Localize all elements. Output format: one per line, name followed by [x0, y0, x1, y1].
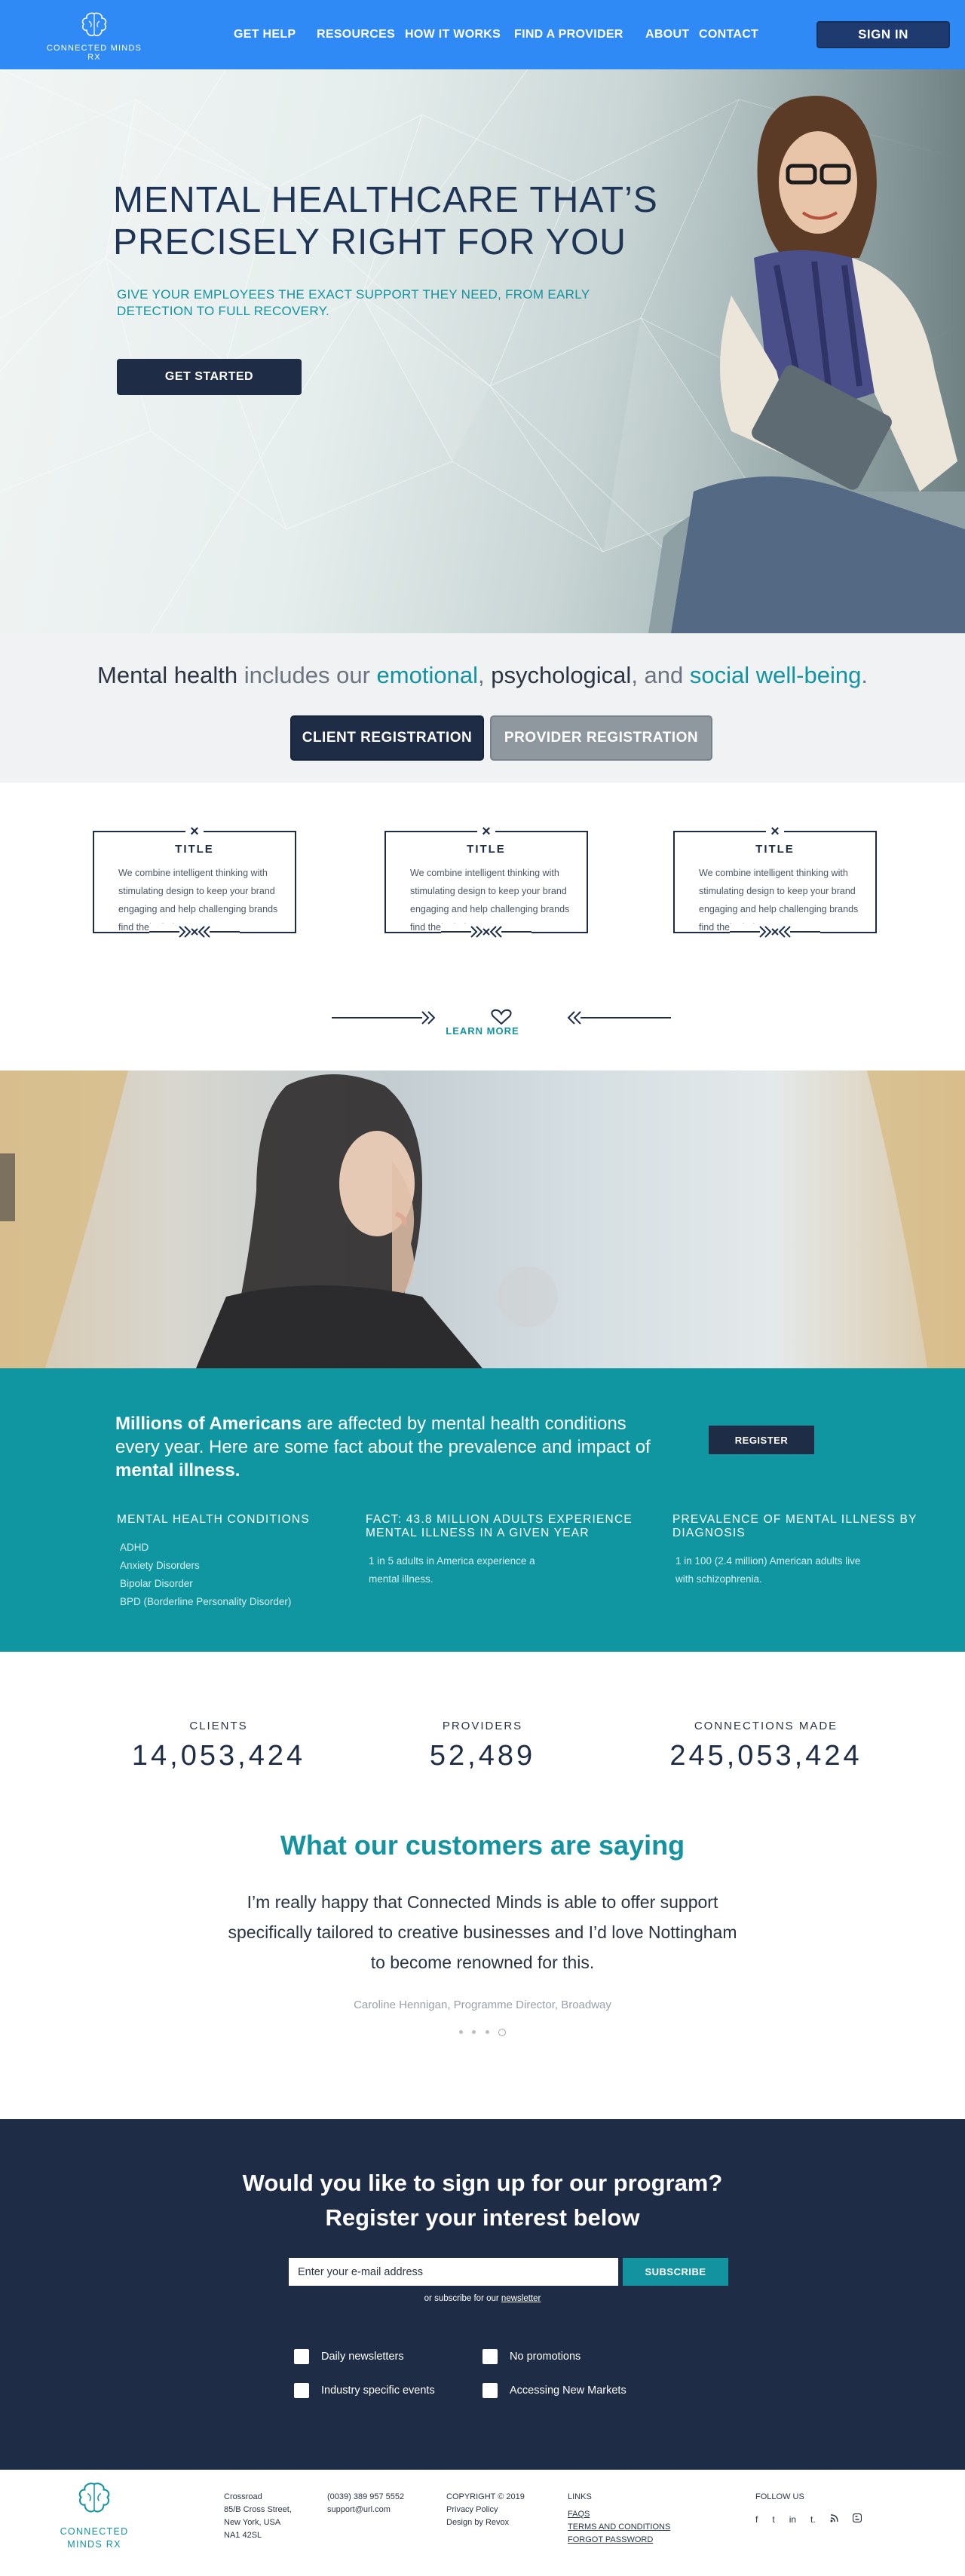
tagline-part: Mental health — [97, 662, 238, 688]
top-navigation — [0, 0, 965, 69]
condition-item: Anxiety Disorders — [120, 1560, 200, 1571]
tagline-part: includes our — [237, 662, 377, 688]
footer-logo[interactable] — [41, 2480, 147, 2551]
hero-title — [113, 179, 686, 264]
facts-column-title: PREVALENCE OF MENTAL ILLNESS BY DIAGNOSIS — [672, 1513, 918, 1539]
chevron-ornament-icon — [730, 924, 820, 940]
subscribe-button[interactable]: SUBSCRIBE — [623, 2258, 728, 2286]
condition-item: ADHD — [120, 1542, 149, 1553]
counter-providers — [362, 1720, 603, 1772]
fact-line: mental illness. — [369, 1573, 433, 1585]
checkbox-label: Accessing New Markets — [510, 2385, 626, 2397]
checkbox[interactable] — [482, 2349, 498, 2364]
nav-contact[interactable]: CONTACT — [699, 28, 759, 41]
facts-headline-text: are affected by mental health conditions every year. Here are some fact about the prevalence and impact of — [115, 1414, 651, 1457]
signup-title-line-1: Would you like to sign up for our program? — [242, 2170, 723, 2196]
hero-section — [0, 69, 965, 633]
hero-title-line-1: MENTAL HEALTHCARE THAT’S — [113, 180, 658, 220]
testimonial-quote: I’m really happy that Connected Minds is able to offer support specifically tailored to creative businesses and I’d love Nottingham to become renowned for this. — [228, 1892, 737, 1972]
footer-link-terms[interactable]: TERMS AND CONDITIONS — [568, 2522, 671, 2532]
newsletter-note-text: or subscribe for our — [424, 2294, 501, 2303]
brain-logo-icon — [75, 2480, 113, 2518]
hero-subtitle: GIVE YOUR EMPLOYEES THE EXACT SUPPORT THEY NEED, FROM EARLY DETECTION TO FULL RECOVERY. — [117, 287, 590, 318]
footer-contact — [327, 2491, 404, 2516]
nav-about[interactable]: ABOUT — [645, 28, 690, 41]
brand-logo[interactable] — [41, 11, 147, 62]
x-ornament-icon: × — [185, 823, 204, 841]
signup-section — [0, 2119, 965, 2470]
sign-in-button[interactable]: SIGN IN — [816, 21, 950, 48]
checkbox-label: No promotions — [510, 2351, 581, 2363]
newsletter-note — [0, 2294, 965, 2303]
learn-more-link[interactable]: LEARN MORE — [446, 1025, 519, 1037]
facts-column-adults — [366, 1513, 652, 1588]
woman-on-phone-image — [0, 1071, 965, 1368]
brand-name: CONNECTED MINDS RX — [46, 44, 142, 62]
address-line: New York, USA — [224, 2518, 281, 2527]
rss-icon[interactable] — [830, 2513, 838, 2526]
address-line: 85/B Cross Street, — [224, 2505, 292, 2514]
nav-get-help[interactable]: GET HELP — [234, 28, 296, 41]
facts-headline-bold: Millions of Americans — [115, 1414, 302, 1434]
checkbox[interactable] — [294, 2383, 309, 2398]
carousel-dot[interactable] — [486, 2030, 489, 2034]
testimonial-author: Caroline Hennigan, Programme Director, Broadway — [354, 1999, 611, 2011]
social-icons — [755, 2513, 862, 2526]
footer-links — [568, 2491, 670, 2547]
condition-item: BPD (Borderline Personality Disorder) — [120, 1596, 292, 1607]
footer-follow-title: FOLLOW US — [755, 2492, 804, 2501]
facts-column-conditions — [117, 1513, 343, 1611]
address-line: Crossroad — [224, 2492, 262, 2501]
nav-how-it-works[interactable]: HOW IT WORKS — [405, 28, 501, 41]
tagline-part: , and — [631, 662, 690, 688]
mental-health-facts-section — [0, 1368, 965, 1652]
carousel-dot-active[interactable] — [498, 2029, 506, 2036]
tagline-part: , — [477, 662, 492, 688]
features-section — [0, 783, 965, 1071]
footer-link-faqs[interactable]: FAQS — [568, 2510, 590, 2519]
footer-link-forgot-password[interactable]: FORGOT PASSWORD — [568, 2535, 654, 2544]
mental-health-tagline — [0, 662, 965, 689]
checkbox-no-promotions[interactable] — [482, 2349, 581, 2364]
fact-line: 1 in 100 (2.4 million) American adults live — [676, 1555, 861, 1567]
footer-phone[interactable]: (0039) 389 957 5552 — [327, 2492, 405, 2501]
nav-resources[interactable]: RESOURCES — [317, 28, 396, 41]
footer-links-title: LINKS — [568, 2492, 592, 2501]
feature-card — [673, 823, 877, 933]
hero-woman-with-tablet-image — [603, 69, 965, 633]
feature-title: TITLE — [175, 843, 214, 856]
footer-brand-name: CONNECTED MINDS RX — [60, 2526, 129, 2550]
footer-address — [224, 2491, 292, 2542]
newsletter-link[interactable]: newsletter — [501, 2294, 541, 2303]
counter-value: 14,053,424 — [131, 1740, 306, 1772]
tagline-emotional: emotional — [376, 662, 478, 688]
brain-logo-icon — [79, 11, 109, 41]
linkedin-icon[interactable]: in — [789, 2514, 797, 2525]
facts-headline — [115, 1412, 673, 1482]
signup-title-line-2: Register your interest below — [325, 2204, 640, 2231]
twitter-icon[interactable]: t — [772, 2514, 775, 2525]
address-line: NA1 42SL — [224, 2531, 262, 2540]
counter-label: CLIENTS — [189, 1720, 248, 1732]
facts-headline-bold: mental illness. — [115, 1460, 240, 1481]
x-ornament-icon: × — [766, 823, 784, 841]
nav-find-a-provider[interactable]: FIND A PROVIDER — [514, 28, 623, 41]
heart-icon — [492, 1010, 510, 1024]
testimonial-section — [0, 1818, 965, 2119]
checkbox-industry-events[interactable] — [294, 2383, 435, 2398]
blogger-icon[interactable] — [853, 2513, 862, 2526]
feature-card — [93, 823, 296, 933]
feature-card — [384, 823, 588, 933]
facts-column-prevalence — [672, 1513, 936, 1588]
fact-line: 1 in 5 adults in America experience a — [369, 1555, 535, 1567]
counter-value: 245,053,424 — [669, 1740, 862, 1772]
condition-item: Bipolar Disorder — [120, 1578, 193, 1589]
feature-text: We combine intelligent thinking with stimulating design to keep your brand engaging and help challenging brands find their clarity. — [699, 868, 859, 933]
checkbox-new-markets[interactable] — [482, 2383, 626, 2398]
checkbox-label: Industry specific events — [321, 2385, 435, 2397]
checkbox-label: Daily newsletters — [321, 2351, 404, 2363]
checkbox-daily-newsletters[interactable] — [294, 2349, 404, 2364]
counter-label: CONNECTIONS MADE — [694, 1720, 838, 1732]
carousel-dot[interactable] — [472, 2030, 476, 2034]
tagline-social: social well-being — [689, 662, 862, 688]
tagline-psychological: psychological — [491, 662, 632, 688]
checkbox[interactable] — [294, 2349, 309, 2364]
footer-legal — [446, 2491, 525, 2529]
feature-text: We combine intelligent thinking with stimulating design to keep your brand engaging and help challenging brands find their clarity. — [410, 868, 570, 933]
tumblr-icon[interactable]: t. — [810, 2514, 816, 2525]
feature-title: TITLE — [467, 843, 506, 856]
counter-connections — [645, 1720, 887, 1772]
counter-label: PROVIDERS — [442, 1720, 523, 1732]
email-input[interactable]: Enter your e-mail address — [289, 2258, 618, 2286]
counter-clients — [98, 1720, 339, 1772]
get-started-button[interactable]: GET STARTED — [117, 359, 302, 395]
footer-follow — [755, 2491, 804, 2504]
client-registration-button[interactable]: CLIENT REGISTRATION — [290, 715, 484, 761]
facebook-icon[interactable]: f — [755, 2514, 758, 2525]
testimonial-pagination — [0, 2026, 965, 2039]
fact-line: with schizophrenia. — [676, 1573, 762, 1585]
heart-divider-ornament — [332, 1009, 671, 1027]
tagline-part: . — [861, 662, 868, 688]
facts-column-title: FACT: 43.8 MILLION ADULTS EXPERIENCE MENTAL ILLNESS IN A GIVEN YEAR — [366, 1513, 633, 1539]
provider-registration-button[interactable]: PROVIDER REGISTRATION — [490, 715, 712, 761]
carousel-dot[interactable] — [459, 2030, 463, 2034]
signup-title — [0, 2166, 965, 2235]
chevron-ornament-icon — [441, 924, 532, 940]
chevron-ornament-icon — [149, 924, 240, 940]
site-footer — [0, 2470, 965, 2576]
photo-illustration — [0, 1071, 965, 1368]
hero-title-line-2: PRECISELY RIGHT FOR YOU — [113, 222, 626, 262]
feature-title: TITLE — [755, 843, 795, 856]
footer-email[interactable]: support@url.com — [327, 2505, 391, 2514]
register-button[interactable]: REGISTER — [709, 1426, 814, 1454]
testimonial-heading: What our customers are saying — [280, 1830, 685, 1861]
footer-privacy-link[interactable]: Privacy Policy — [446, 2505, 498, 2514]
footer-copyright: COPYRIGHT © 2019 — [446, 2492, 525, 2501]
counter-value: 52,489 — [429, 1740, 536, 1772]
statistics-counters — [0, 1652, 965, 1818]
registration-section — [0, 633, 965, 783]
feature-text: We combine intelligent thinking with stimulating design to keep your brand engaging and help challenging brands find their clarity. — [118, 868, 278, 933]
x-ornament-icon: × — [477, 823, 495, 841]
checkbox[interactable] — [482, 2383, 498, 2398]
footer-design-credit: Design by Revox — [446, 2518, 510, 2527]
facts-column-title: MENTAL HEALTH CONDITIONS — [117, 1513, 310, 1526]
